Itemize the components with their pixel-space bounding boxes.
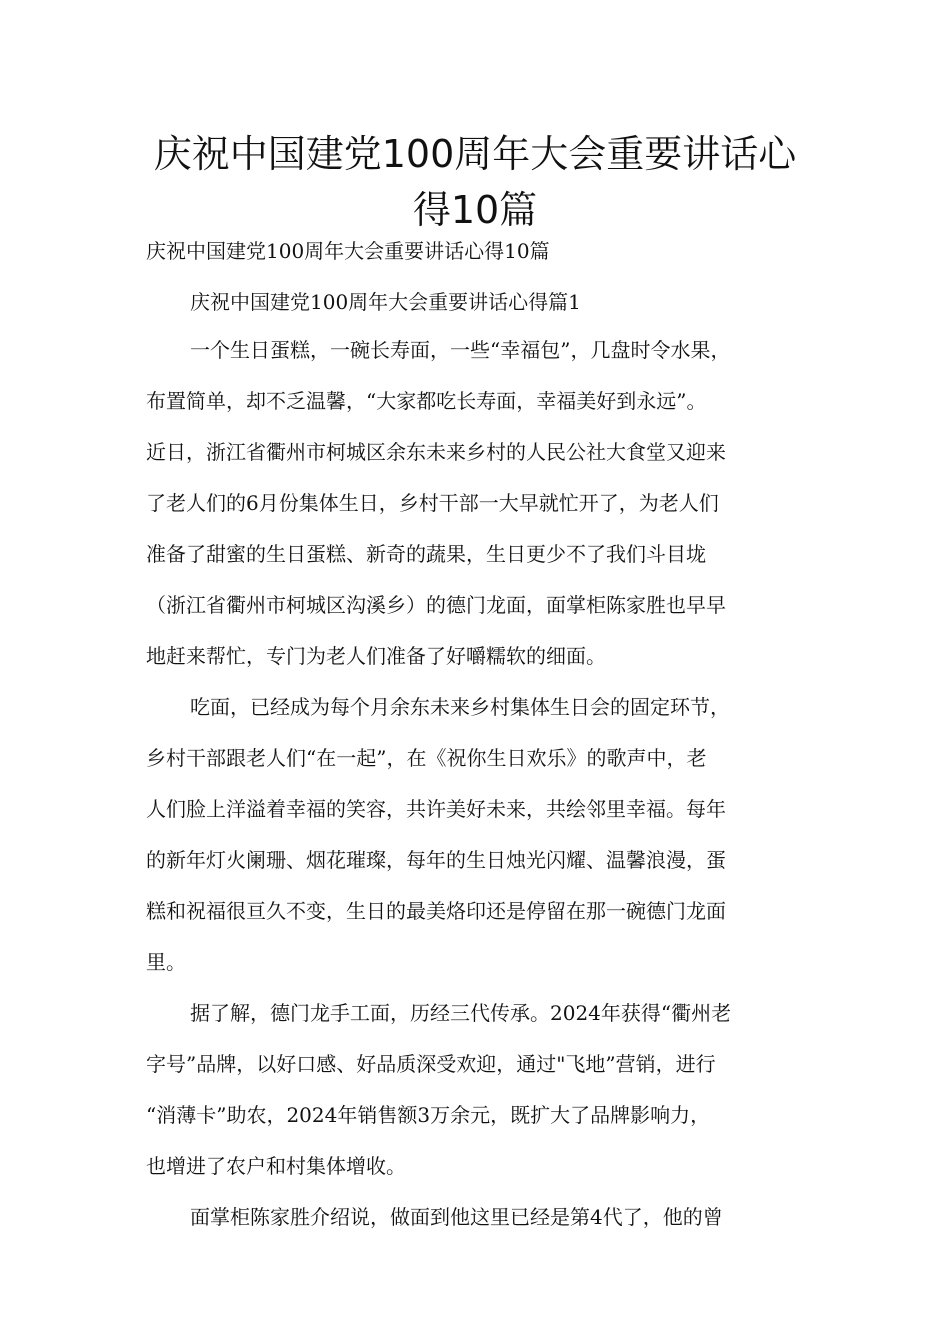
text-line: 乡村干部跟老人们“在一起”，在《祝你生日欢乐》的歌声中，老 [146,746,707,770]
section-heading: 庆祝中国建党100周年大会重要讲话心得篇1 [190,290,581,314]
text-line: 准备了甜蜜的生日蛋糕、新奇的蔬果，生日更少不了我们斗目垅 [146,542,706,566]
title-line-2: 得10篇 [412,188,538,232]
text-line: “消薄卡”助农，2024年销售额3万余元，既扩大了品牌影响力， [146,1103,711,1127]
text-line: 也增进了农户和村集体增收。 [146,1154,406,1178]
paragraph [146,995,826,1199]
document-title [100,126,850,238]
text-line: 人们脸上洋溢着幸福的笑容，共许美好未来，共绘邻里幸福。每年 [146,797,726,821]
text-line: 里。 [146,950,186,974]
text-line: 字号”品牌，以好口感、好品质深受欢迎，通过"飞地”营销，进行 [146,1052,716,1076]
text-line: 的新年灯火阑珊、烟花璀璨，每年的生日烛光闪耀、温馨浪漫，蛋 [146,848,726,872]
paragraph [146,1199,826,1250]
text-line: 据了解，德门龙手工面，历经三代传承。2024年获得“衢州老 [190,1001,732,1025]
text-line: 布置简单，却不乏温馨，“大家都吃长寿面，幸福美好到永远”。 [146,389,707,413]
text-line: 一个生日蛋糕，一碗长寿面，一些“幸福包”，几盘时令水果， [190,338,731,362]
paragraph [146,332,826,689]
text-line: 糕和祝福很亘久不变，生日的最美烙印还是停留在那一碗德门龙面 [146,899,726,923]
body-text [146,332,826,1250]
text-line: 了老人们的6月份集体生日，乡村干部一大早就忙开了，为老人们 [146,491,719,515]
text-line: 面掌柜陈家胜介绍说，做面到他这里已经是第4代了，他的曾 [190,1205,723,1229]
document-subtitle: 庆祝中国建党100周年大会重要讲话心得10篇 [146,239,550,263]
title-line-1: 庆祝中国建党100周年大会重要讲话心 [153,132,797,176]
text-line: 吃面，已经成为每个月余东未来乡村集体生日会的固定环节， [190,695,730,719]
paragraph [146,689,826,995]
text-line: （浙江省衢州市柯城区沟溪乡）的德门龙面，面掌柜陈家胜也早早 [146,593,726,617]
text-line: 地赶来帮忙，专门为老人们准备了好嚼糯软的细面。 [146,644,606,668]
text-line: 近日，浙江省衢州市柯城区余东未来乡村的人民公社大食堂又迎来 [146,440,726,464]
